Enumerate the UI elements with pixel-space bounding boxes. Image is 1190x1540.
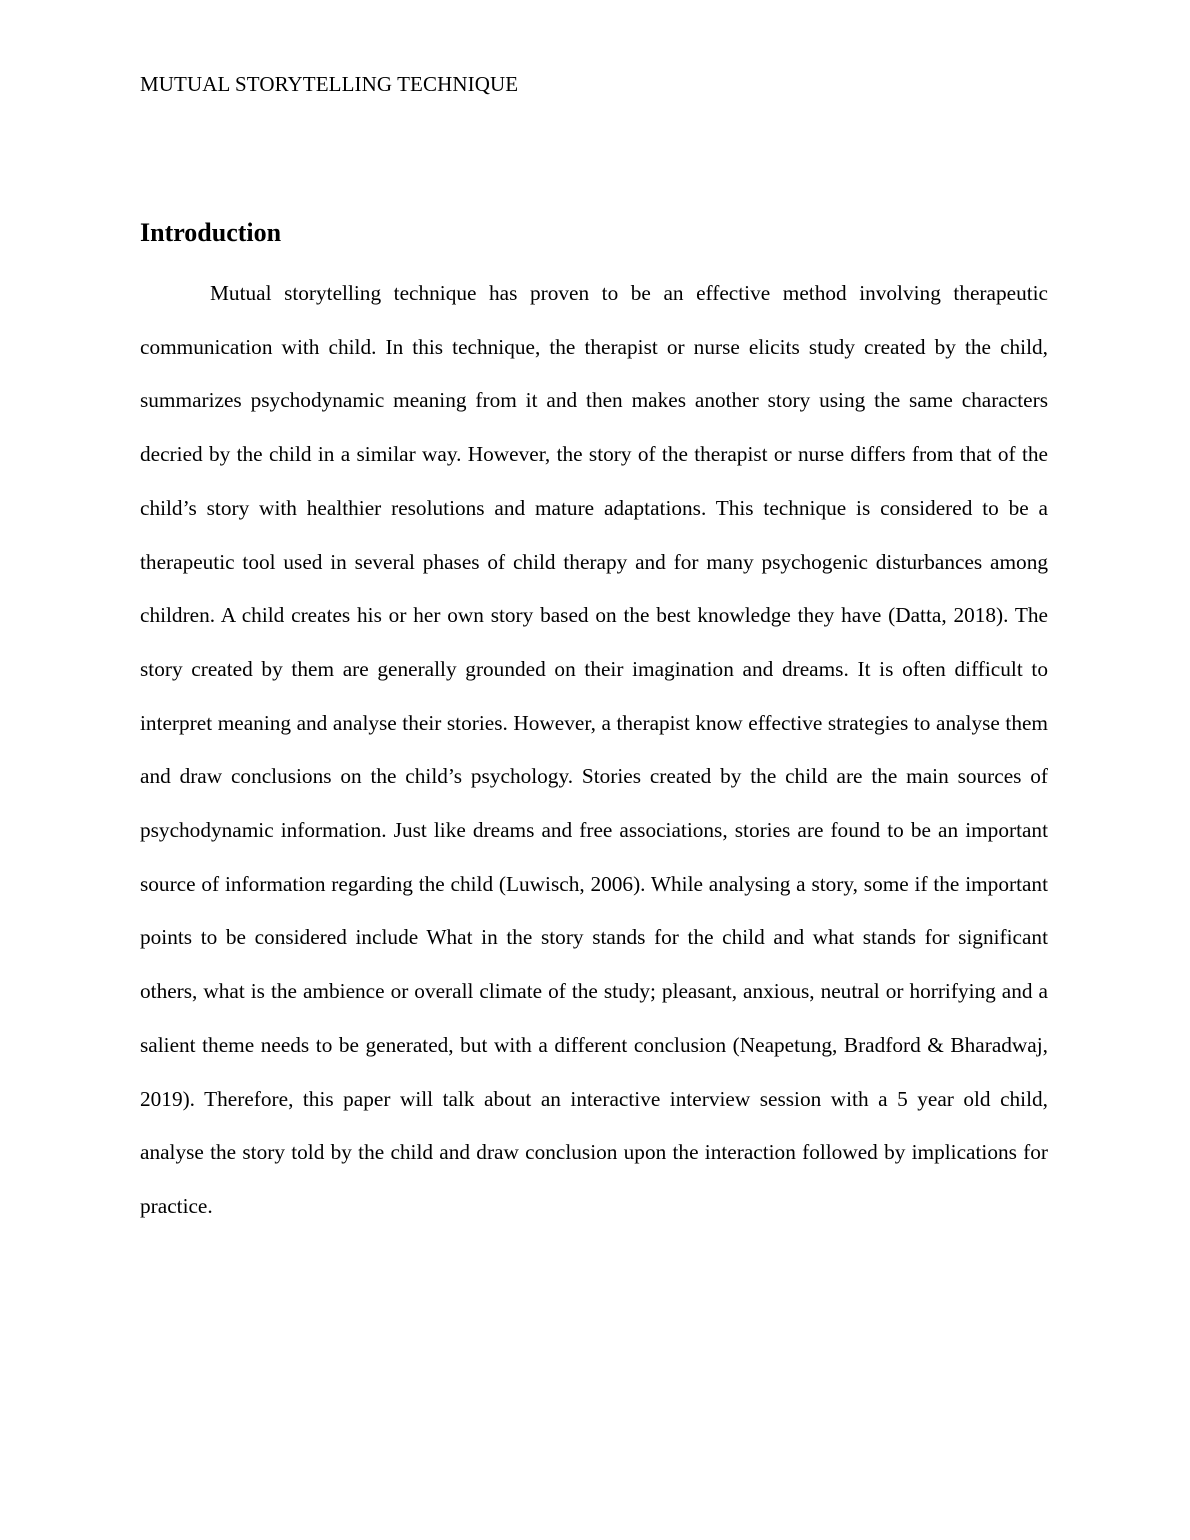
body-paragraph: Mutual storytelling technique has proven to be an effective method involving therapeutic communication with child. In this technique, the therapist or nurse elicits study created by the child, summarizes psychodynamic meaning from it and then makes another story using the same characters decried by the child in a similar way. However, the story of the therapist or nurse differs from that of the child’s story with healthier resolutions and mature adaptations. This technique is considered to be a therapeutic tool used in several phases of child therapy and for many psychogenic disturbances among children. A child creates his or her own story based on the best knowledge they have (Datta, 2018). The story created by them are generally grounded on their imagination and dreams. It is often difficult to interpret meaning and analyse their stories. However, a therapist know effective strategies to analyse them and draw conclusions on the child’s psychology. Stories created by the child are the main sources of psychodynamic information. Just like dreams and free associations, stories are found to be an important source of information regarding the child (Luwisch, 2006). While analysing a story, some if the important points to be considered include What in the story stands for the child and what stands for significant others, what is the ambience or overall climate of the study; pleasant, anxious, neutral or horrifying and a salient theme needs to be generated, but with a different conclusion (Neapetung, Bradford & Bharadwaj, 2019). Therefore, this paper will talk about an interactive interview session with a 5 year old child, analyse the story told by the child and draw conclusion upon the interaction followed by implications for practice. [140,281,1048,1218]
running-head: MUTUAL STORYTELLING TECHNIQUE [140,72,519,96]
section-heading: Introduction [140,218,282,247]
